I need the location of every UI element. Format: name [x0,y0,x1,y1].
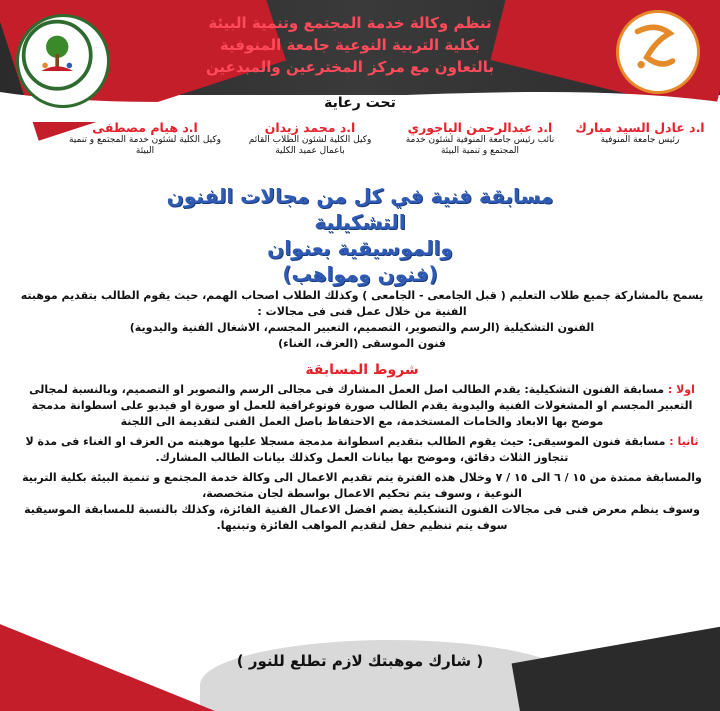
official-title: وكيل الكلية لشئون خدمة المجتمع و تنمية البيئة [68,135,221,156]
condition-second-text: مسابقة فنون الموسيقى: حيث يقوم الطالب بتقديم اسطوانة مدمجة مسجلا عليها موهبته من العزف او الغناء فى مدة لا تتجاوز الثلاث دقائق، وموضح بها بيانات العمل وكذلك بيانات الطالب المشارك. [25,435,666,464]
official-2 [400,120,560,157]
footer-slogan: ( شارك موهبتك لازم تطلع للنور ) [236,652,484,670]
organizer-line-1: تنظم وكالة خدمة المجتمع وتنمية البيئة [208,14,492,32]
official-title: نائب رئيس جامعة المنوفية لشئون خدمة المجتمع و تنمية البيئة [405,135,555,156]
condition-second [18,434,706,466]
community-service-logo [16,14,110,108]
intro-paragraph-4: فنون الموسقى (العزف، الغناء) [278,337,446,350]
organizer-line-2: بكلية التربية النوعية جامعة المنوفية [219,36,481,54]
faculty-logo [616,10,700,94]
condition-second-label: ثانيا : [669,435,699,448]
official-name: ا.د هيام مصطفى [92,120,198,135]
official-title: رئيس جامعة المنوفية [600,135,680,145]
title-line-1: مسابقة فنية في كل من مجالات الفنون التشكيلية [166,184,554,234]
conditions-heading: شروط المسابقة [305,362,419,378]
competition-title [130,183,590,287]
competition-dates: والمسابقة ممتدة من ١٥ / ٦ الى ١٥ / ٧ وخلال هذه الفترة يتم تقديم الاعمال الى وكالة خدمة المجتمع و تنمية البيئة بكلية التربية النوعية ، وسوف يتم تحكيم الاعمال بواسطة لجان متخصصة، [22,471,702,500]
exhibition-note: وسوف ينظم معرض فنى فى مجالات الفنون التشكيلية يضم افضل الاعمال الفنية الفائزة، وكذلك بالنسبة للمسابقة الموسيقية سوف يتم تنظيم حفل لتقديم المواهب الفائزة وتبنيها. [24,503,700,532]
condition-first [18,382,706,430]
official-3 [235,120,385,157]
announcement-body [18,288,706,534]
intro-paragraph-2: الفنية من خلال عمل فنى فى مجالات : [257,305,467,318]
patronage-label: تحت رعاية [324,95,396,111]
official-name: ا.د عادل السيد مبارك [575,120,705,135]
condition-first-label: اولا : [667,383,695,396]
official-name: ا.د عبدالرحمن الباجوري [407,120,553,135]
official-1 [570,120,710,146]
official-title: وكيل الكلية لشئون الطلاب القائم باعمال عميد الكلية [248,135,372,156]
officials-row [10,120,710,180]
organizer-line-3: بالتعاون مع مركز المخترعين والمبدعين [205,58,495,76]
official-name: ا.د محمد زيدان [264,120,356,135]
condition-first-text: مسابقة الفنون التشكيلية: يقدم الطالب اصل العمل المشارك فى مجالى الرسم والتصوير او التصميم، وبالنسبة لمجالى التعبير المجسم او المشغولات الفنية واليدوية يقدم الطالب صورة فوتوغرافية للعمل او صورة او فيديو على اسطوانة مدمجة موضح بها الابعاد والخامات المستخدمة، مع الاحتفاظ باصل العمل الفنى لتقديمة الى اللجنة [29,383,693,428]
intro-paragraph-3: الفنون التشكيلية (الرسم والتصوير، التصميم، التعبير المجسم، الاشغال الفنية واليدوية) [129,321,595,334]
organizer-heading [180,12,520,78]
title-line-2: والموسيقية بعنوان [267,236,453,260]
title-line-3: (فنون ومواهب) [282,262,438,286]
intro-paragraph-1: يسمح بالمشاركة جميع طلاب التعليم ( قبل الجامعى - الجامعى ) وكذلك الطلاب اصحاب الهمم، حيث يقوم الطالب بتقديم موهبته [20,289,704,302]
official-4 [65,120,225,157]
